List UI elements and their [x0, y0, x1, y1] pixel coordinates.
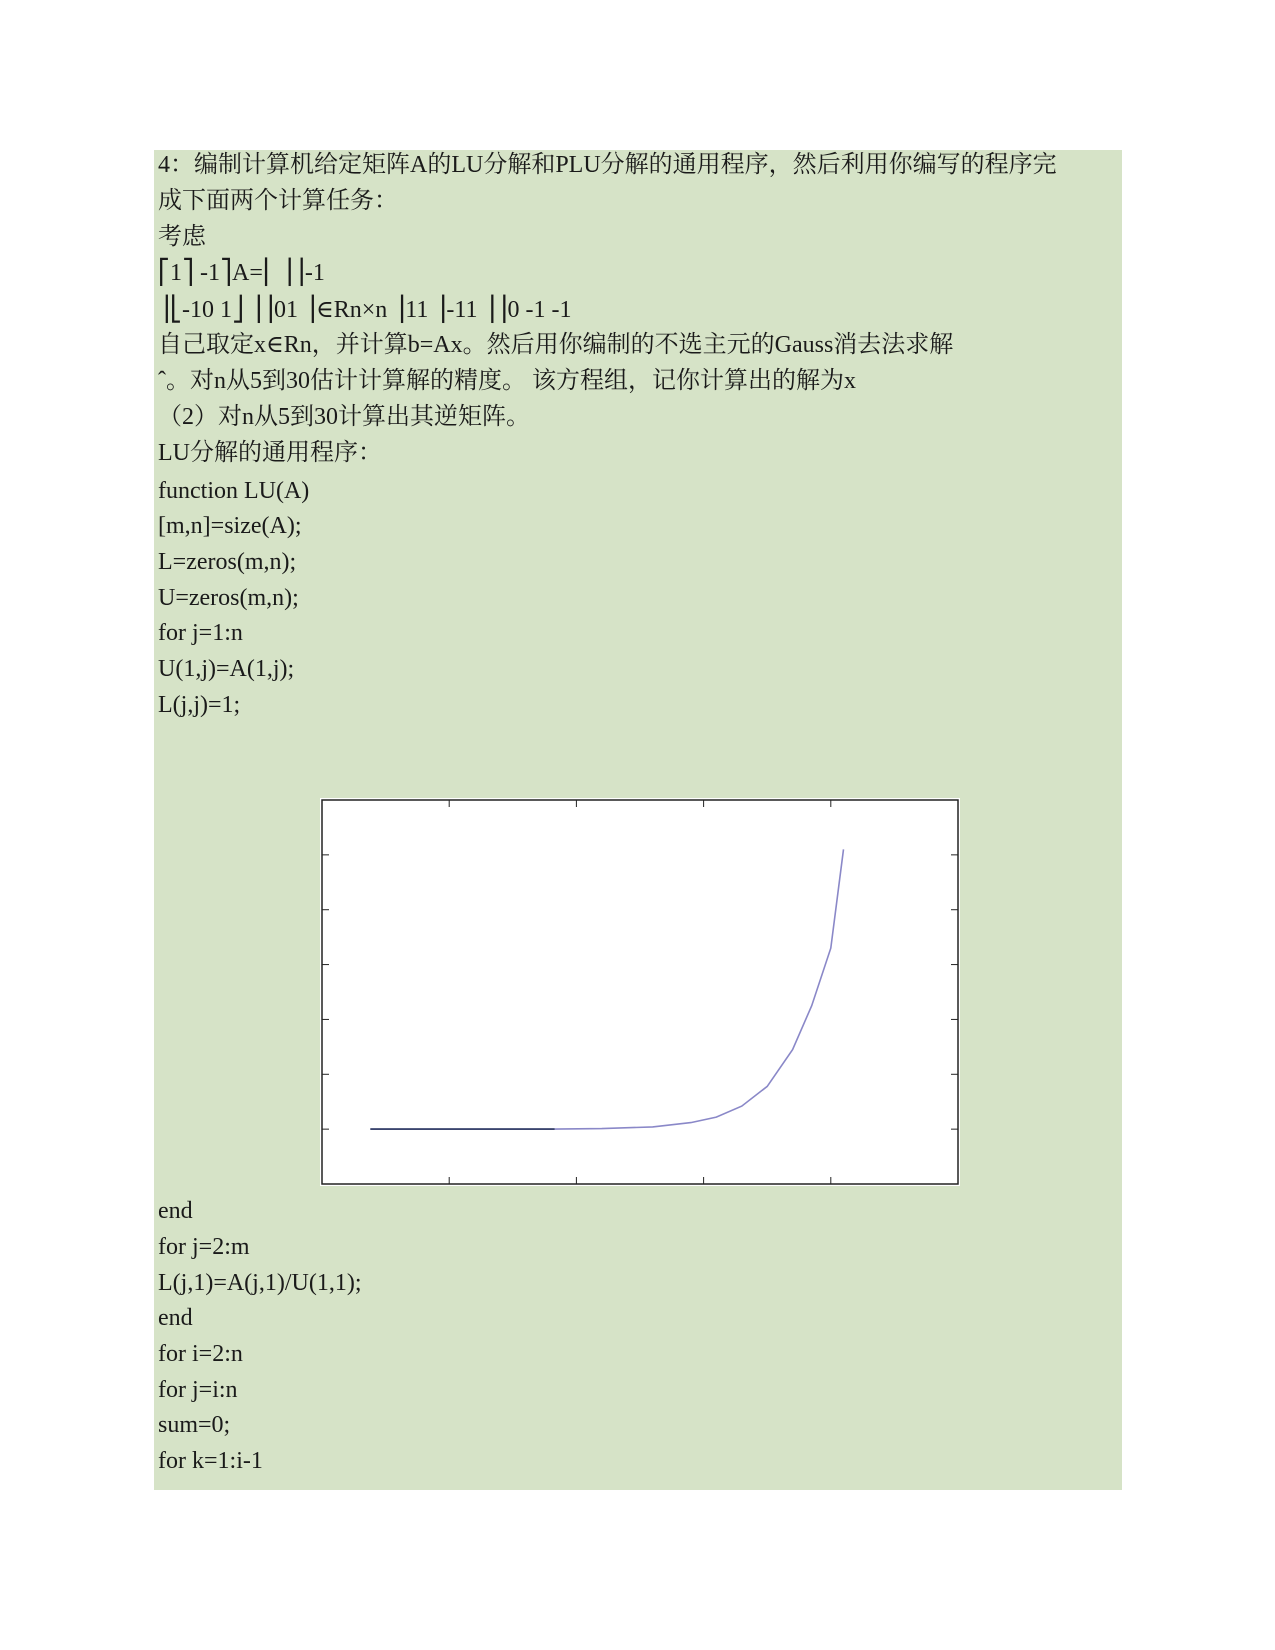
text-line: ˆ。对n从5到30估计计算解的精度。 该方程组，记你计算出的解为x	[158, 368, 856, 394]
text-line: LU分解的通用程序：	[158, 440, 382, 466]
text-line: function LU(A)	[158, 478, 310, 504]
text-line: for j=1:n	[158, 620, 243, 646]
code-line: sum=0;	[158, 1412, 231, 1438]
text-line: （2）对n从5到30计算出其逆矩阵。	[158, 404, 530, 430]
text-line: 考虑	[158, 224, 206, 250]
text-line: 成下面两个计算任务：	[158, 188, 398, 214]
code-line: end	[158, 1305, 193, 1331]
text-line: U=zeros(m,n);	[158, 585, 299, 611]
text-line: [m,n]=size(A);	[158, 513, 302, 539]
code-line: end	[158, 1198, 193, 1224]
chart-svg	[320, 798, 960, 1186]
code-line: for k=1:i-1	[158, 1448, 263, 1474]
text-line: L=zeros(m,n);	[158, 549, 297, 575]
plot-frame	[322, 800, 958, 1184]
code-line: for i=2:n	[158, 1341, 243, 1367]
code-line: for j=i:n	[158, 1377, 238, 1403]
text-line: ⎥⎣-10 1⎦ ⎥⎥01 ⎥∈Rn×n ⎥11 ⎥-11 ⎥⎥0 -1 -1	[158, 297, 572, 323]
text-line: U(1,j)=A(1,j);	[158, 656, 295, 682]
text-line: 4：编制计算机给定矩阵A的LU分解和PLU分解的通用程序，然后利用你编写的程序完	[158, 152, 1057, 178]
line-chart	[320, 798, 960, 1186]
text-line: 自己取定x∈Rn，并计算b=Ax。然后用你编制的不选主元的Gauss消去法求解	[158, 332, 954, 358]
text-line: L(j,j)=1;	[158, 692, 241, 718]
content-panel	[154, 150, 1122, 1490]
text-line: ⎡1⎤ -1⎤A=⎢ ⎥⎥-1	[158, 260, 325, 286]
code-line: L(j,1)=A(j,1)/U(1,1);	[158, 1270, 362, 1296]
code-line: for j=2:m	[158, 1234, 250, 1260]
